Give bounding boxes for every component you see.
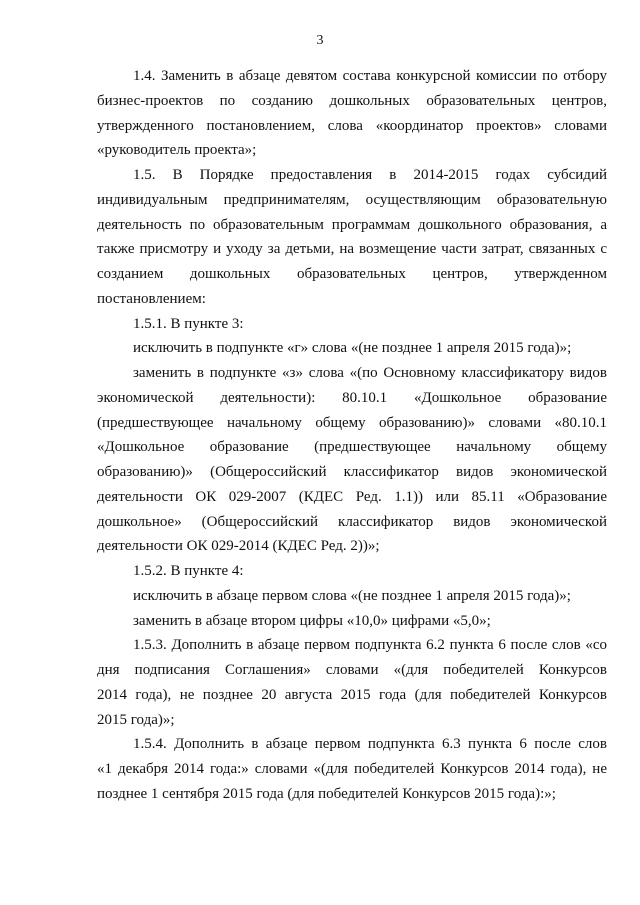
- page-number: 3: [316, 33, 324, 48]
- paragraph-line: образованию)» (Общероссийский классификатор видов экономической: [97, 464, 607, 480]
- paragraph-line: утвержденного постановлением, слова «координатор проектов» словами: [97, 117, 607, 134]
- paragraph-line: «руководитель проекта»;: [97, 142, 257, 159]
- paragraph-line: дня подписания Соглашения» словами «(для победителей Конкурсов: [97, 662, 607, 678]
- paragraph-line: исключить в абзаце первом слова «(не позднее 1 апреля 2015 года)»;: [133, 587, 571, 604]
- paragraph-line: деятельности ОК 029-2014 (КДЕС Ред. 2))»;: [97, 538, 380, 555]
- paragraph-line: 1.5.1. В пункте 3:: [133, 315, 244, 332]
- paragraph-line: деятельность по образовательным программам дошкольного образования, а: [97, 216, 607, 233]
- paragraph-line: 2014 года), не позднее 20 августа 2015 года (для победителей Конкурсов: [97, 686, 607, 703]
- paragraph-line: позднее 1 сентября 2015 года (для победителей Конкурсов 2015 года):»;: [97, 785, 556, 802]
- paragraph-line: заменить в подпункте «з» слова «(по Основному классификатору видов: [133, 365, 607, 381]
- paragraph-line: созданием дошкольных образовательных центров, утвержденном: [97, 266, 607, 282]
- paragraph-line: 1.5.4. Дополнить в абзаце первом подпункта 6.3 пункта 6 после слов: [133, 736, 607, 753]
- paragraph-line: также присмотру и уходу за детьми, на возмещение части затрат, связанных с: [97, 241, 607, 258]
- paragraph-line: 1.5.2. В пункте 4:: [133, 563, 244, 579]
- paragraph-line: индивидуальным предпринимателям, осуществляющим образовательную: [97, 191, 607, 208]
- paragraph-line: 1.4. Заменить в абзаце девятом состава конкурсной комиссии по отбору: [133, 68, 607, 84]
- paragraph-line: деятельности ОК 029-2007 (КДЕС Ред. 1.1)) или 85.11 «Образование: [97, 488, 607, 505]
- paragraph-line: заменить в абзаце втором цифры «10,0» цифрами «5,0»;: [133, 612, 491, 629]
- paragraph-line: бизнес-проектов по созданию дошкольных образовательных центров,: [97, 92, 607, 109]
- paragraph-line: 1.5.3. Дополнить в абзаце первом подпункта 6.2 пункта 6 после слов «со: [133, 637, 607, 654]
- paragraph-line: 1.5. В Порядке предоставления в 2014-2015 годах субсидий: [133, 167, 607, 183]
- paragraph-line: исключить в подпункте «г» слова «(не позднее 1 апреля 2015 года)»;: [133, 340, 572, 357]
- paragraph-line: 2015 года)»;: [97, 711, 175, 728]
- paragraph-line: дошкольное» (Общероссийский классификатор видов экономической: [97, 513, 607, 530]
- paragraph-line: (предшествующее начальному общему образованию)» словами «80.10.1: [97, 414, 607, 431]
- paragraph-line: «Дошкольное образование (предшествующее начальному общему: [97, 439, 607, 456]
- paragraph-line: экономической деятельности): 80.10.1 «Дошкольное образование: [97, 389, 607, 406]
- paragraph-line: «1 декабря 2014 года:» словами «(для победителей Конкурсов 2014 года), не: [97, 761, 607, 777]
- document-body: [97, 64, 607, 807]
- paragraph-line: постановлением:: [97, 290, 206, 307]
